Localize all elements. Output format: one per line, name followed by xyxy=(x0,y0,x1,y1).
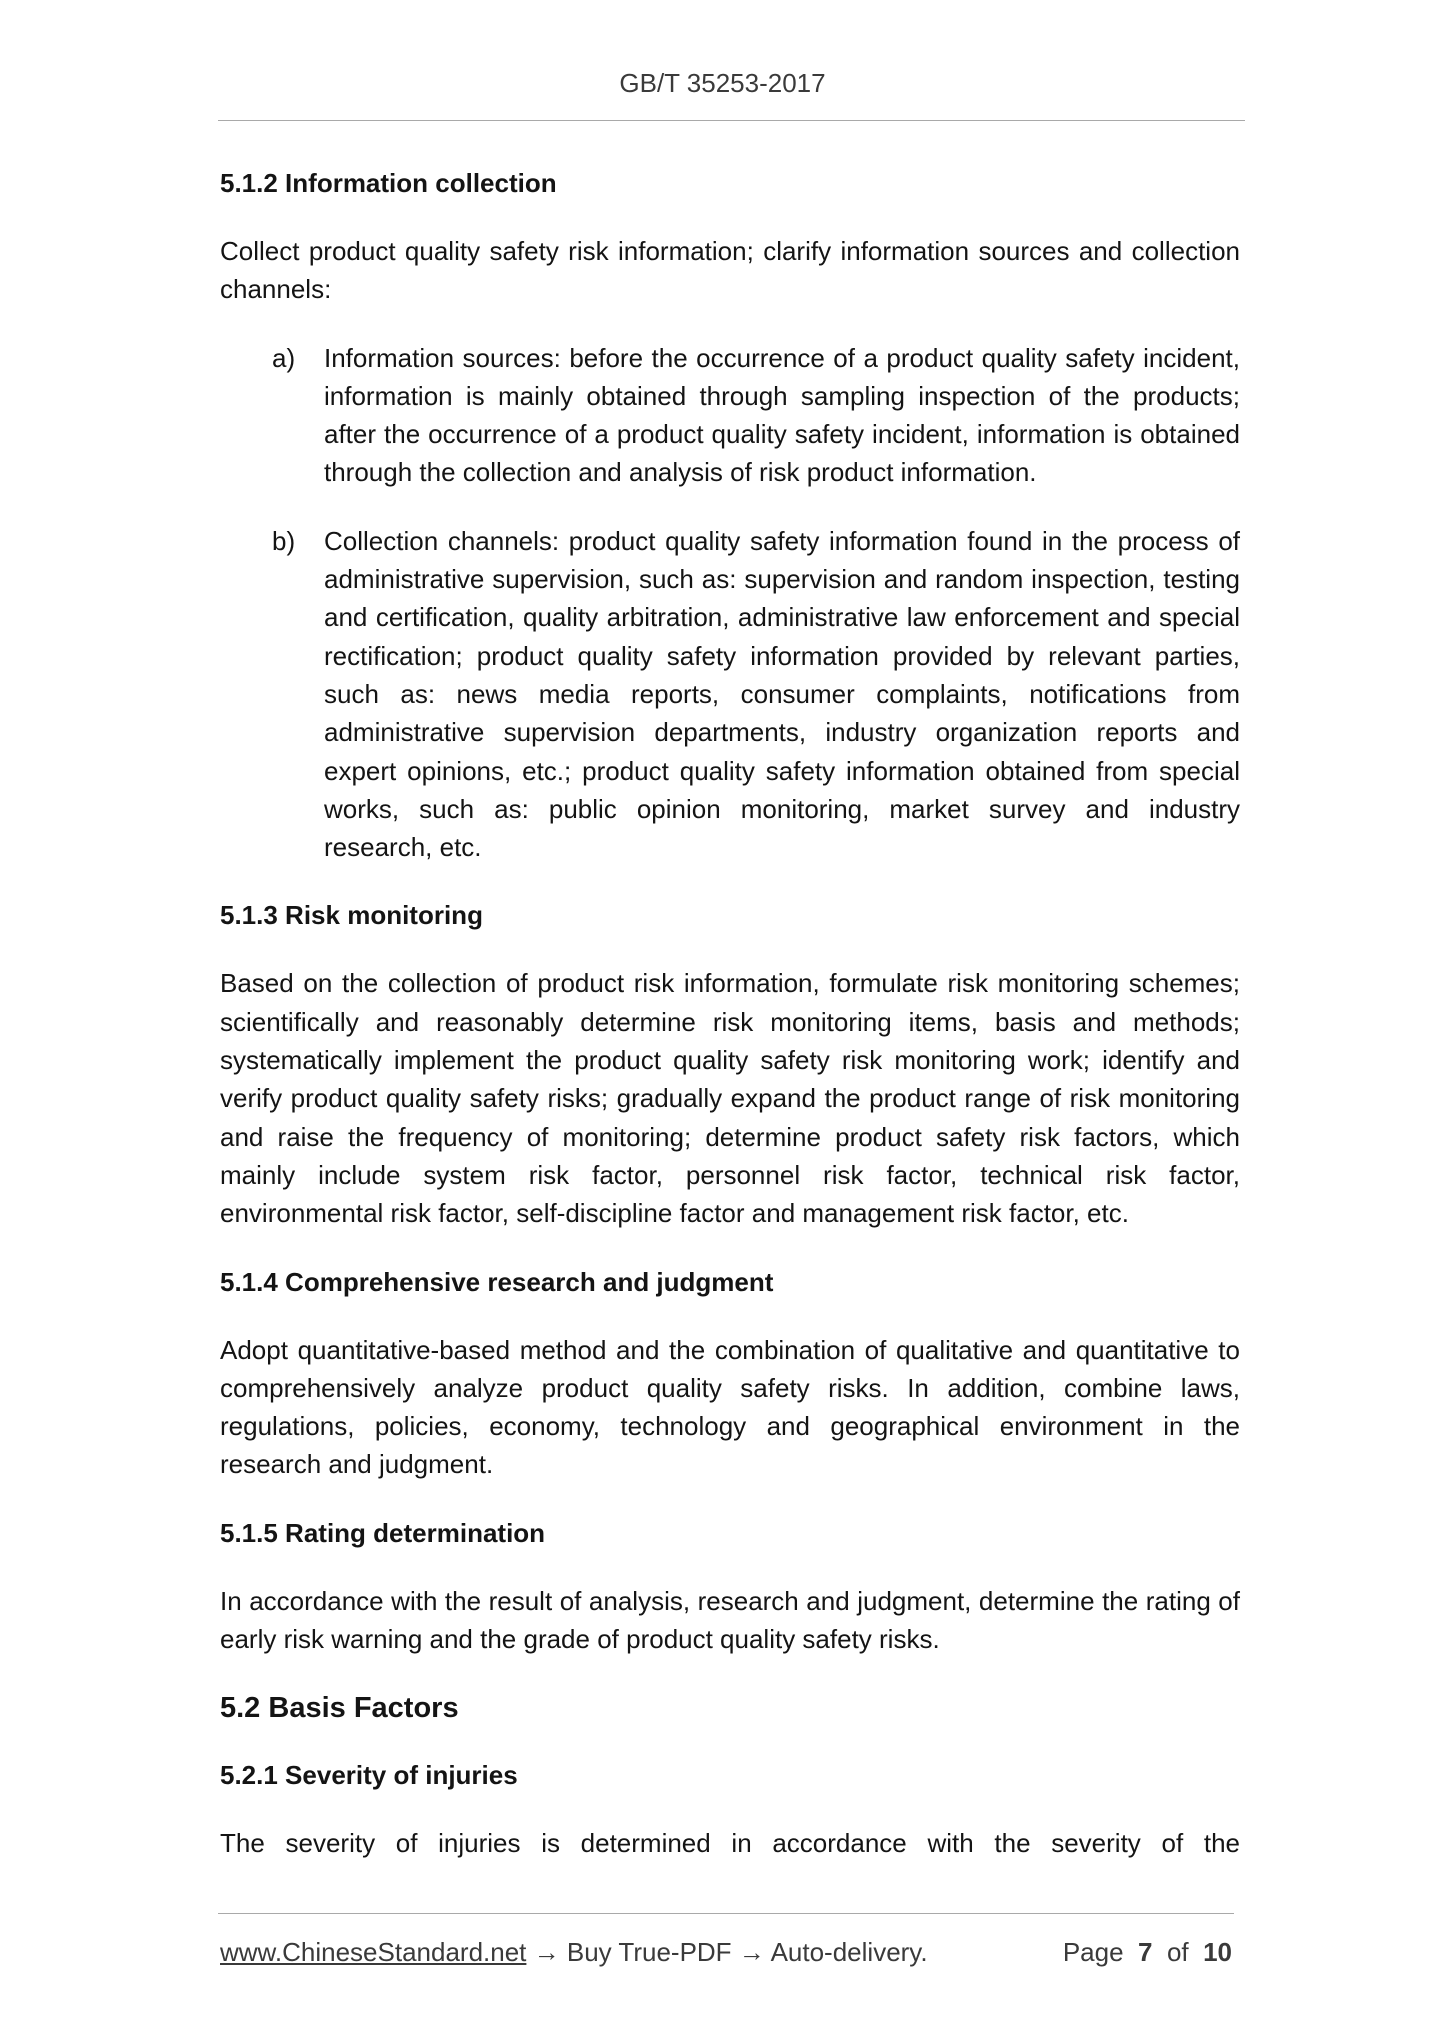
header-divider xyxy=(218,120,1245,121)
heading-5-1-4: 5.1.4 Comprehensive research and judgment xyxy=(220,1266,774,1297)
footer-tagline: → Buy True-PDF → Auto-delivery. xyxy=(526,1937,928,1967)
heading-5-2-1: 5.2.1 Severity of injuries xyxy=(220,1760,518,1791)
page-indicator xyxy=(1063,1932,1232,1972)
heading-5-2: 5.2 Basis Factors xyxy=(220,1692,459,1725)
list-text-collection-channels: Collection channels: product quality safety information found in the process of administrative supervision, such as: supervision and random inspection, testing and certification, quality arbitration, administrative law enforcement and special rectification; product quality safety information provided by relevant parties, such as: news media reports, consumer complaints, notifications from administrative supervision departments, industry organization reports and expert opinions, etc.; product quality safety information obtained from special works, such as: public opinion monitoring, market survey and industry research, etc. xyxy=(324,525,1240,863)
list-marker-b: b) xyxy=(272,525,296,556)
list-item-a xyxy=(220,339,1240,492)
paragraph-risk-monitoring: Based on the collection of product risk information, formulate risk monitoring schemes; scientifically and reasonably determine risk monitoring items, basis and methods; systematically implement the product quality safety risk monitoring work; identify and verify product quality safety risks; gradually expand the product range of risk monitoring and raise the frequency of monitoring; determine product safety risk factors, which mainly include system risk factor, personnel risk factor, technical risk factor, environmental risk factor, self-discipline factor and management risk factor, etc. xyxy=(220,968,1240,1229)
document-body xyxy=(220,164,1240,1893)
list-item-b xyxy=(220,522,1240,867)
page-of-label: of xyxy=(1166,1937,1189,1967)
paragraph-severity-of-injuries: The severity of injuries is determined in accordance with the severity of the xyxy=(220,1828,1240,1859)
page-total: 10 xyxy=(1203,1937,1232,1967)
heading-5-1-3: 5.1.3 Risk monitoring xyxy=(220,900,483,931)
chinesestandard-link[interactable]: www.ChineseStandard.net xyxy=(220,1937,527,1967)
footer-promo xyxy=(220,1932,928,1972)
list-marker-a: a) xyxy=(272,342,296,373)
page-label: Page xyxy=(1062,1937,1124,1967)
paragraph-information-collection: Collect product quality safety risk information; clarify information sources and collection channels: xyxy=(220,236,1240,305)
paragraph-comprehensive-research: Adopt quantitative-based method and the combination of qualitative and quantitative to comprehensively analyze product quality safety risks. In addition, combine laws, regulations, policies, economy, technology and geographical environment in the research and judgment. xyxy=(220,1334,1240,1480)
page-footer xyxy=(220,1932,1232,1972)
list-text-information-sources: Information sources: before the occurrence of a product quality safety incident, information is mainly obtained through sampling inspection of the products; after the occurrence of a product quality safety incident, information is obtained through the collection and analysis of risk product information. xyxy=(324,342,1240,488)
footer-divider xyxy=(218,1913,1234,1914)
heading-5-1-5: 5.1.5 Rating determination xyxy=(220,1517,546,1548)
page-current: 7 xyxy=(1138,1937,1153,1967)
document-code-header: GB/T 35253-2017 xyxy=(619,68,826,98)
paragraph-rating-determination: In accordance with the result of analysis, research and judgment, determine the rating of early risk warning and the grade of product quality safety risks. xyxy=(220,1585,1240,1655)
heading-5-1-2: 5.1.2 Information collection xyxy=(220,168,557,198)
